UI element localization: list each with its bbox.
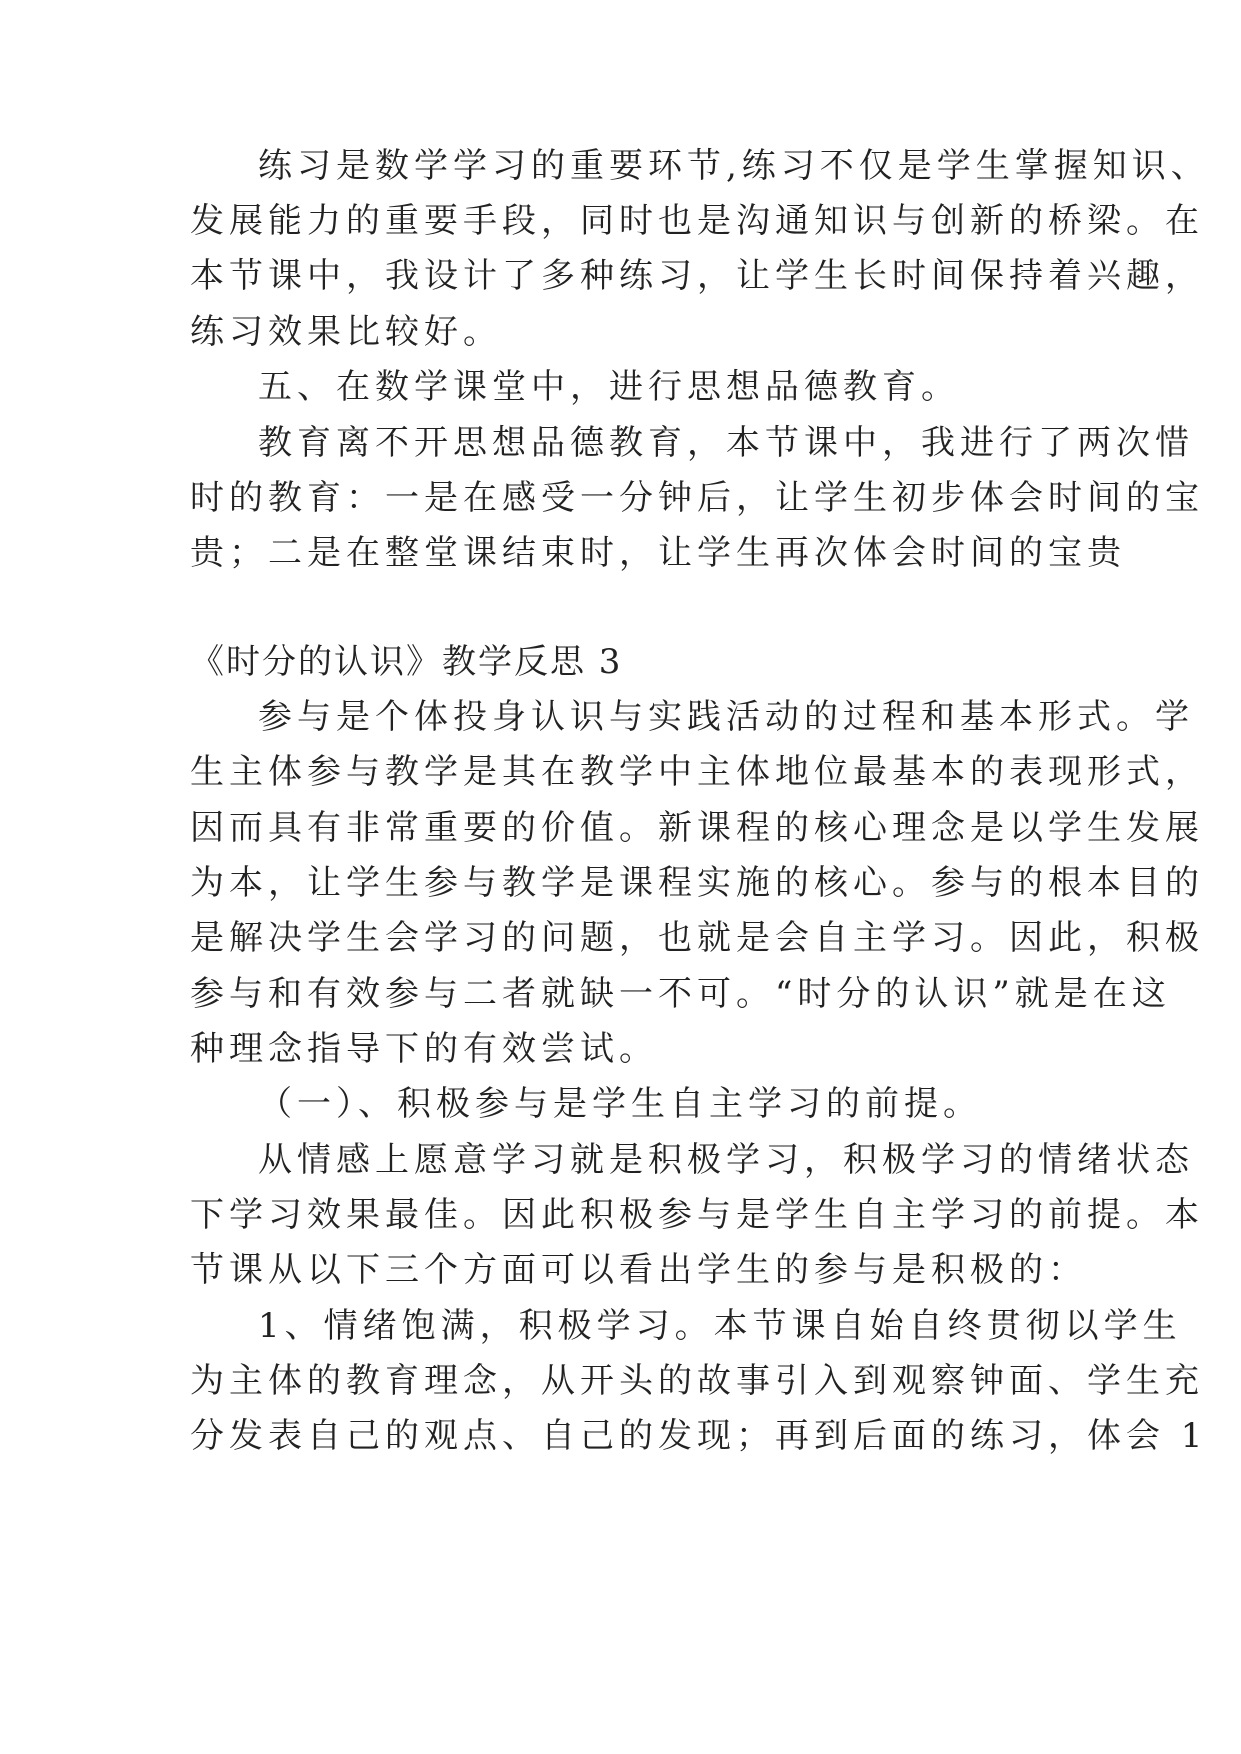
text-line: 为主体的教育理念，从开头的故事引入到观察钟面、学生充 (190, 1361, 1204, 1401)
text-line: 参与和有效参与二者就缺一不可。“时分的认识”就是在这 (190, 974, 1171, 1014)
text-line: 教育离不开思想品德教育，本节课中，我进行了两次惜 (258, 423, 1194, 463)
text-line: 是解决学生会学习的问题，也就是会自主学习。因此，积极 (190, 918, 1204, 958)
article-title: 《时分的认识》教学反思 3 (190, 642, 623, 682)
text-line: 下学习效果最佳。因此积极参与是学生自主学习的前提。本 (190, 1195, 1204, 1235)
text-line: 因而具有非常重要的价值。新课程的核心理念是以学生发展 (190, 808, 1204, 848)
text-line: 为本，让学生参与教学是课程实施的核心。参与的根本目的 (190, 863, 1204, 903)
section-heading: （一）、积极参与是学生自主学习的前提。 (258, 1084, 982, 1124)
text-line: 本节课中，我设计了多种练习，让学生长时间保持着兴趣， (190, 256, 1204, 296)
text-line: 节课从以下三个方面可以看出学生的参与是积极的： (190, 1250, 1087, 1290)
text-line: 练习是数学学习的重要环节,练习不仅是学生掌握知识、 (258, 146, 1210, 186)
text-line: 1、情绪饱满，积极学习。本节课自始自终贯彻以学生 (258, 1306, 1182, 1346)
section-heading: 五、在数学课堂中，进行思想品德教育。 (258, 367, 960, 407)
text-line: 练习效果比较好。 (190, 312, 502, 352)
text-line: 生主体参与教学是其在教学中主体地位最基本的表现形式， (190, 752, 1204, 792)
text-line: 从情感上愿意学习就是积极学习，积极学习的情绪状态 (258, 1140, 1194, 1180)
text-line: 参与是个体投身认识与实践活动的过程和基本形式。学 (258, 697, 1194, 737)
text-line: 分发表自己的观点、自己的发现；再到后面的练习，体会 1 (190, 1416, 1208, 1456)
text-line: 贵；二是在整堂课结束时，让学生再次体会时间的宝贵 (190, 533, 1126, 573)
text-line: 时的教育：一是在感受一分钟后，让学生初步体会时间的宝 (190, 478, 1204, 518)
text-line: 发展能力的重要手段，同时也是沟通知识与创新的桥梁。在 (190, 201, 1204, 241)
text-line: 种理念指导下的有效尝试。 (190, 1029, 658, 1069)
